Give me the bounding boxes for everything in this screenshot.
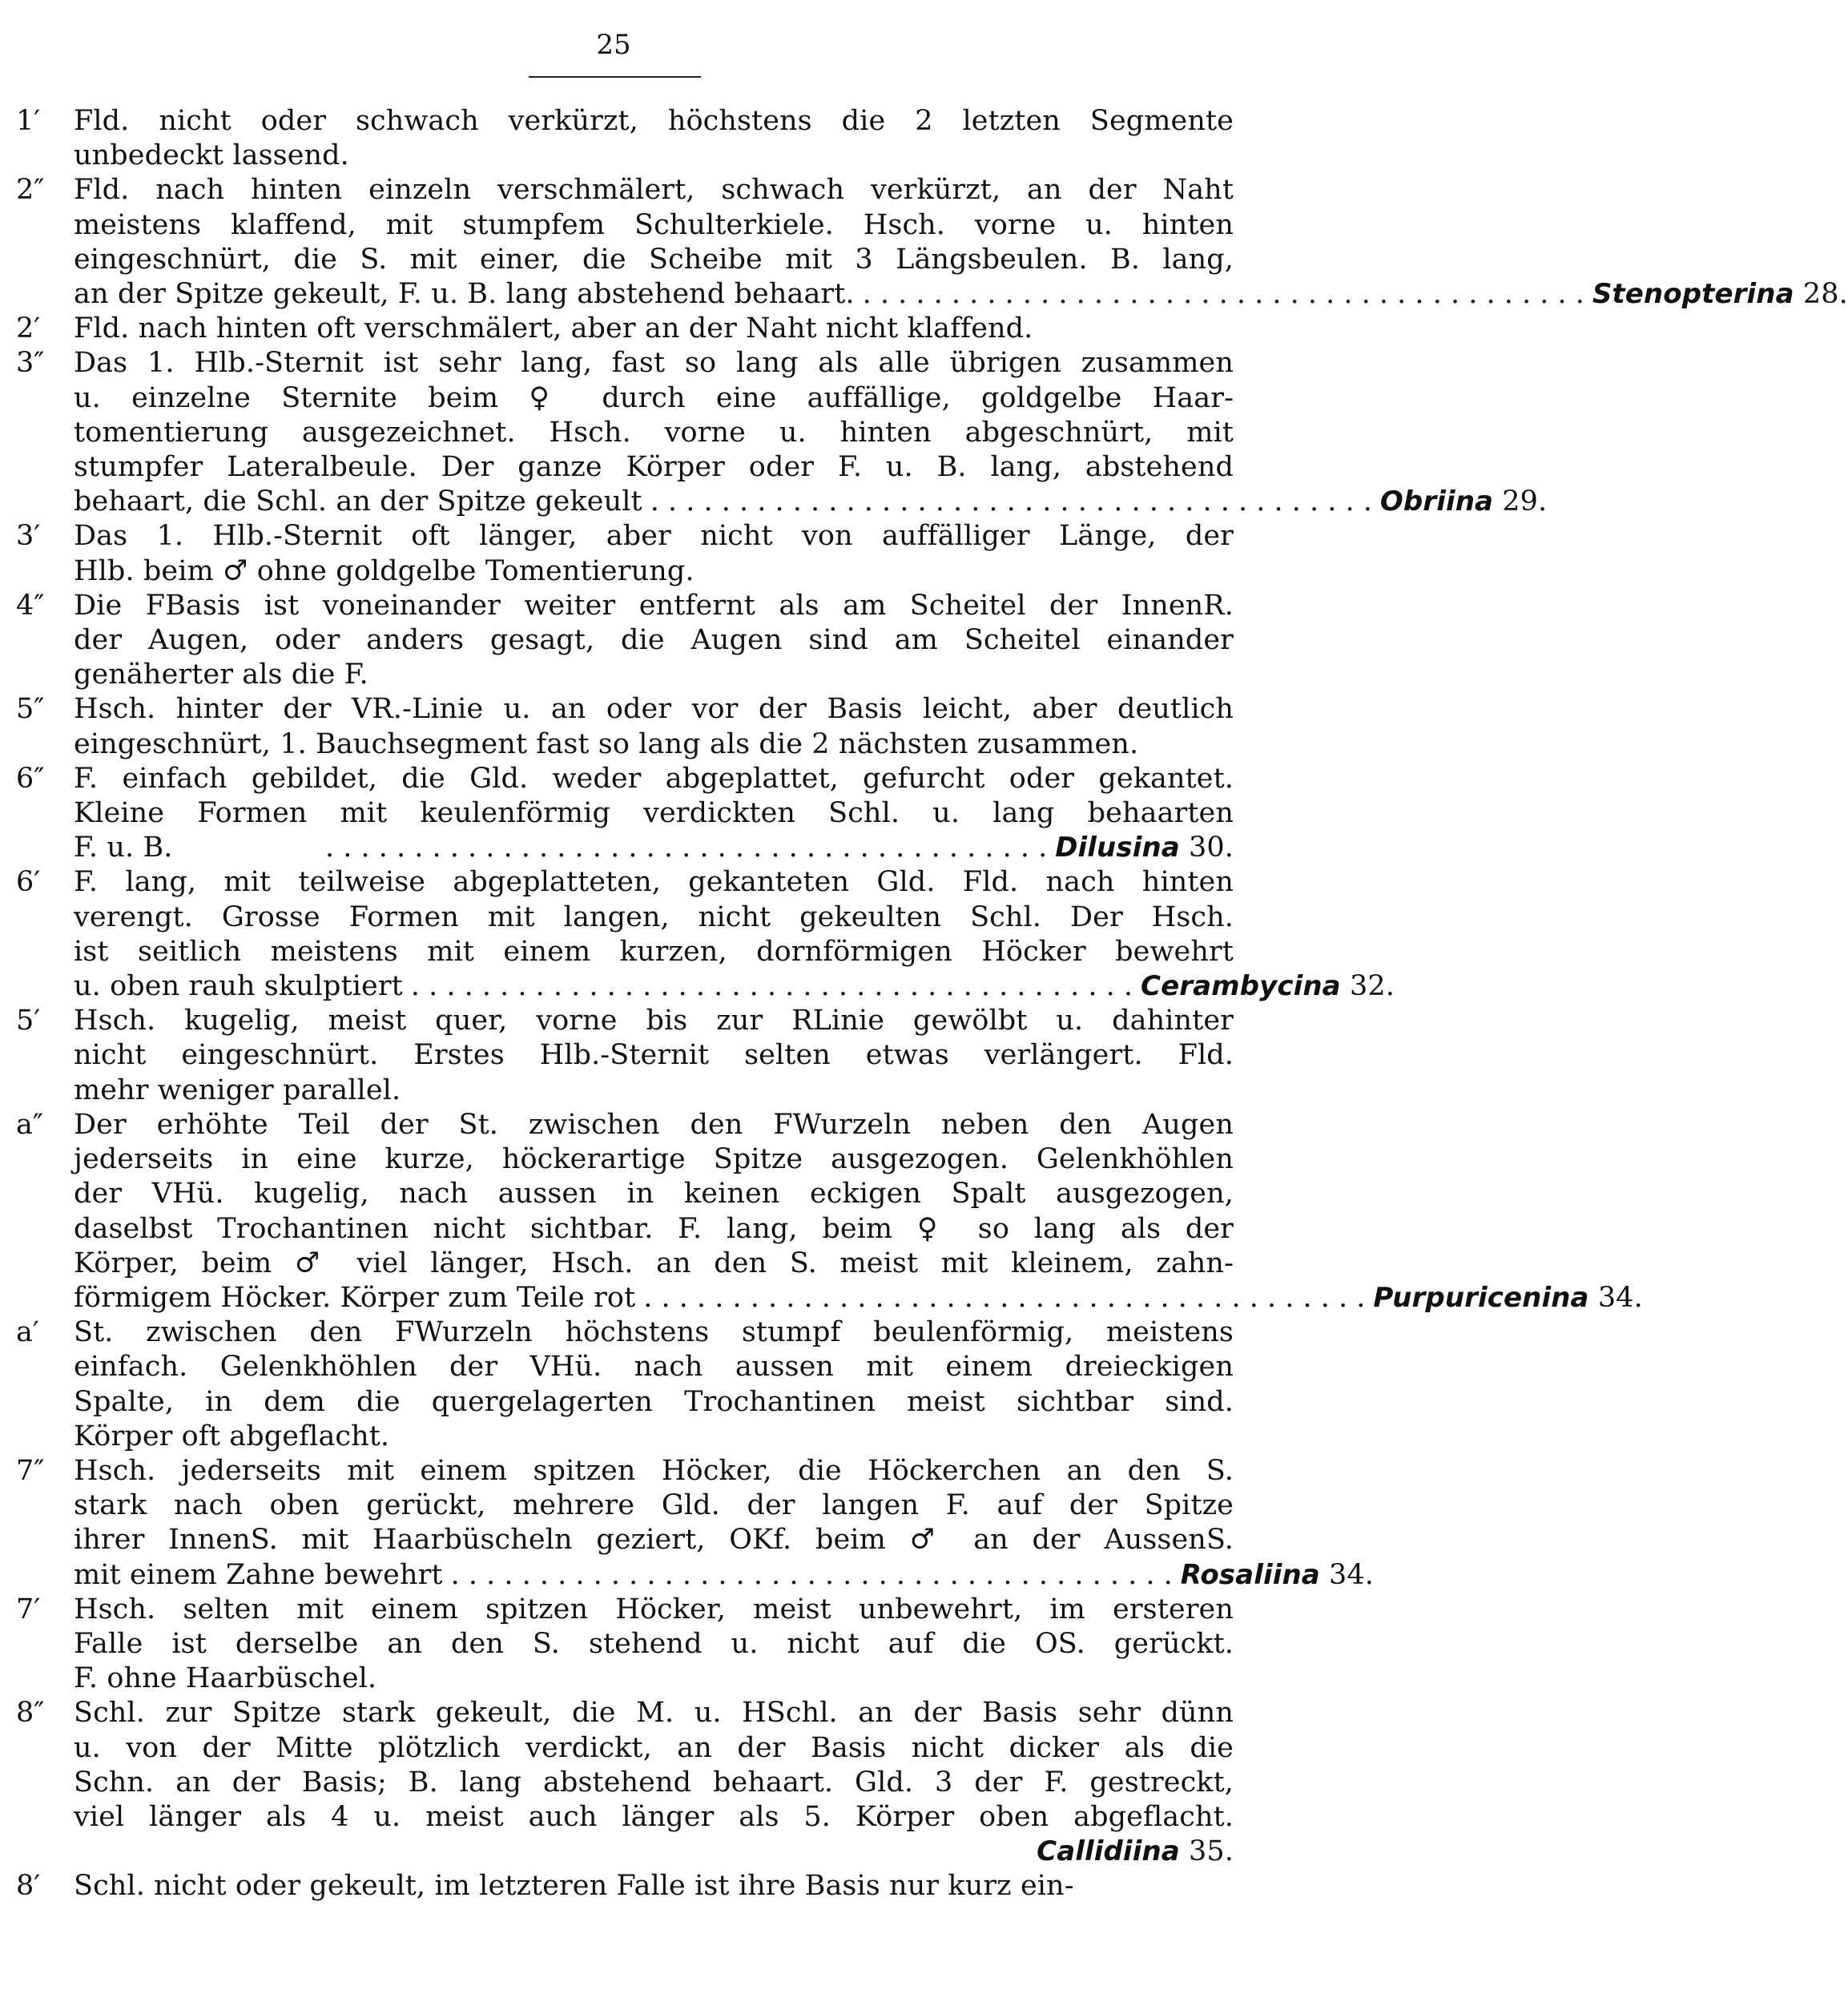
key-line: der Augen, oder anders gesagt, die Augen sind am Scheitel einander — [74, 624, 1234, 657]
key-line: stark nach oben gerückt, mehrere Gld. der langen F. auf der Spitze — [74, 1489, 1234, 1522]
key-line: F. lang, mit teilweise abgeplatteten, gekanteten Gld. Fld. nach hinten — [74, 866, 1234, 899]
key-entry — [16, 104, 1234, 173]
couplet-marker: a″ — [16, 1108, 43, 1141]
couplet-marker: 4″ — [16, 589, 45, 622]
key-line: Schl. zur Spitze stark gekeult, die M. u. HSchl. an der Basis sehr dünn — [74, 1697, 1234, 1730]
key-line: Spalte, in dem die quergelagerten Trochantinen meist sichtbar sind. — [74, 1385, 1234, 1418]
taxon-group — [1380, 485, 1547, 519]
entry-text — [74, 1593, 1234, 1697]
key-entry — [16, 1454, 1375, 1593]
key-line: St. zwischen den FWurzeln höchstens stumpf beulenförmig, meistens — [74, 1316, 1234, 1349]
key-line: ist seitlich meistens mit einem kurzen, dornförmigen Höcker bewehrt — [74, 935, 1234, 968]
key-line: Schn. an der Basis; B. lang abstehend behaart. Gld. 3 der F. gestreckt, — [74, 1766, 1234, 1799]
key-line: Hlb. beim ♂ ohne goldgelbe Tomentierung. — [74, 554, 695, 587]
entry-text — [74, 692, 1234, 761]
key-line: Fld. nach hinten oft verschmälert, aber an der Naht nicht klaffend. — [74, 312, 1033, 345]
key-line: eingeschnürt, 1. Bauchsegment fast so lang als die 2 nächsten zusammen. — [74, 727, 1139, 760]
entry-text — [74, 762, 1234, 866]
entry-text — [74, 104, 1234, 173]
couplet-marker: 7″ — [16, 1454, 45, 1487]
key-line: Das 1. Hlb.-Sternit ist sehr lang, fast so lang als alle übrigen zusammen — [74, 347, 1234, 380]
key-line: viel länger als 4 u. meist auch länger als 5. Körper oben abgeflacht. — [74, 1800, 1234, 1833]
key-line: Kleine Formen mit keulenförmig verdickten Schl. u. lang behaarten — [74, 797, 1234, 830]
header-rule — [529, 76, 701, 78]
key-line: F. einfach gebildet, die Gld. weder abgeplattet, gefurcht oder gekantet. — [74, 762, 1234, 795]
key-line: u. einzelne Sternite beim ♀ durch eine auffällige, goldgelbe Haar- — [74, 381, 1234, 414]
entry-text — [74, 1004, 1234, 1108]
dot-leader: . . . . . . . . . . . . . . . . . . . . . . . . . . . . . . . . . . . . . . . . . — [650, 485, 1372, 518]
taxon-number: 32. — [1349, 970, 1395, 1003]
key-line: Hsch. kugelig, meist quer, vorne bis zur RLinie gewölbt u. dahinter — [74, 1005, 1234, 1037]
dot-leader: . . . . . . . . . . . . . . . . . . . . . . . . . . . . . . . . . . . . . . . . . — [325, 832, 1048, 864]
line-text: F. u. B. — [74, 832, 173, 864]
line-text: an der Spitze gekeult, F. u. B. lang abstehend behaart. — [74, 278, 855, 311]
key-entry — [16, 346, 1548, 519]
couplet-marker: 3″ — [16, 347, 45, 380]
line-text: förmigem Höcker. Körper zum Teile rot — [74, 1281, 636, 1314]
dot-leader: . . . . . . . . . . . . . . . . . . . . . . . . . . . . . . . . . . . . . . . . . — [643, 1281, 1366, 1314]
key-line — [74, 1281, 1643, 1315]
couplet-marker: 2′ — [16, 312, 41, 345]
key-line: unbedeckt lassend. — [74, 139, 349, 172]
key-line: tomentierung ausgezeichnet. Hsch. vorne u. hinten abgeschnürt, mit — [74, 416, 1234, 449]
page-number: 25 — [596, 29, 631, 61]
key-line: Schl. nicht oder gekeult, im letzteren Falle ist ihre Basis nur kurz ein- — [74, 1870, 1074, 1903]
key-line — [74, 277, 1848, 312]
couplet-marker: 6″ — [16, 762, 45, 795]
key-entry — [16, 692, 1234, 761]
key-entry — [16, 173, 1848, 312]
key-entry — [16, 1315, 1234, 1454]
entry-text — [74, 1696, 1234, 1869]
key-entry — [16, 312, 1234, 346]
key-line: der VHü. kugelig, nach aussen in keinen eckigen Spalt ausgezogen, — [74, 1178, 1234, 1210]
taxon-number: 28. — [1802, 278, 1848, 311]
line-text: mit einem Zahne bewehrt — [74, 1558, 443, 1591]
taxon-number: 34. — [1597, 1281, 1643, 1314]
taxon-name: Rosaliina — [1180, 1558, 1320, 1591]
entry-text — [74, 346, 1548, 519]
dot-leader: . . . . . . . . . . . . . . . . . . . . . . . . . . . . . . . . . . . . . . . . . — [862, 278, 1584, 311]
couplet-marker: 3′ — [16, 520, 41, 553]
dot-leader: . . . . . . . . . . . . . . . . . . . . . . . . . . . . . . . . . . . . . . . . . — [450, 1558, 1173, 1591]
couplet-marker: 1′ — [16, 105, 41, 137]
couplet-marker: a′ — [16, 1316, 39, 1349]
taxon-group — [1141, 969, 1395, 1004]
line-text: u. oben rauh skulptiert — [74, 970, 403, 1003]
key-line: Falle ist derselbe an den S. stehend u. nicht auf die OS. gerückt. — [74, 1627, 1234, 1660]
key-line: jederseits in eine kurze, höckerartige Spitze ausgezogen. Gelenkhöhlen — [74, 1143, 1234, 1176]
entry-text — [74, 1108, 1643, 1315]
entry-text — [74, 1454, 1375, 1593]
entry-text — [74, 589, 1234, 693]
key-entry — [16, 1593, 1234, 1697]
key-entry — [16, 1004, 1234, 1108]
taxon-number: 30. — [1189, 832, 1234, 864]
key-entry — [16, 1869, 1234, 1903]
key-entry — [16, 519, 1234, 588]
key-line: einfach. Gelenkhöhlen der VHü. nach aussen mit einem dreieckigen — [74, 1351, 1234, 1384]
couplet-marker: 6′ — [16, 866, 41, 899]
couplet-marker: 5″ — [16, 693, 45, 726]
key-line — [74, 485, 1548, 519]
key-line: F. ohne Haarbüschel. — [74, 1662, 377, 1695]
key-entry — [16, 1696, 1234, 1869]
taxon-name: Purpuricenina — [1373, 1281, 1589, 1314]
taxon-group — [1055, 831, 1234, 865]
key-line: Hsch. selten mit einem spitzen Höcker, meist unbewehrt, im ersteren — [74, 1593, 1234, 1625]
taxon-name: Obriina — [1379, 485, 1494, 518]
taxon-name: Dilusina — [1055, 832, 1180, 864]
key-line: stumpfer Lateralbeule. Der ganze Körper oder F. u. B. lang, abstehend — [74, 451, 1234, 484]
key-line: genäherter als die F. — [74, 659, 368, 691]
entry-text — [74, 312, 1234, 346]
identification-key — [16, 104, 1848, 1904]
key-line: Die FBasis ist voneinander weiter entfernt als am Scheitel der InnenR. — [74, 589, 1234, 622]
key-line: Körper oft abgeflacht. — [74, 1420, 390, 1452]
taxon-number: 35. — [1189, 1835, 1234, 1868]
entry-text — [74, 865, 1395, 1004]
entry-text — [74, 173, 1848, 312]
key-line: Hsch. hinter der VR.-Linie u. an oder vor der Basis leicht, aber deutlich — [74, 693, 1234, 726]
taxon-name: Cerambycina — [1141, 970, 1341, 1003]
key-line: eingeschnürt, die S. mit einer, die Scheibe mit 3 Längsbeulen. B. lang, — [74, 243, 1234, 276]
entry-text — [74, 1869, 1234, 1903]
couplet-marker: 2″ — [16, 174, 45, 207]
key-line: Der erhöhte Teil der St. zwischen den FWurzeln neben den Augen — [74, 1108, 1234, 1141]
taxon-group — [1181, 1558, 1374, 1593]
couplet-marker: 8″ — [16, 1697, 45, 1730]
key-line: daselbst Trochantinen nicht sichtbar. F. lang, beim ♀ so lang als der — [74, 1212, 1234, 1245]
couplet-marker: 7′ — [16, 1593, 41, 1625]
dot-leader: . . . . . . . . . . . . . . . . . . . . . . . . . . . . . . . . . . . . . . . . . — [410, 970, 1133, 1003]
key-entry — [16, 762, 1234, 866]
key-line: mehr weniger parallel. — [74, 1074, 401, 1106]
key-line: Fld. nach hinten einzeln verschmälert, schwach verkürzt, an der Naht — [74, 174, 1234, 207]
taxon-line — [74, 1835, 1234, 1869]
taxon-group — [1373, 1281, 1642, 1315]
key-line — [74, 1558, 1375, 1593]
key-line: Körper, beim ♂ viel länger, Hsch. an den S. meist mit kleinem, zahn- — [74, 1247, 1234, 1279]
key-line: u. von der Mitte plötzlich verdickt, an der Basis nicht dicker als die — [74, 1731, 1234, 1764]
entry-text — [74, 1315, 1234, 1454]
couplet-marker: 8′ — [16, 1870, 41, 1903]
taxon-number: 29. — [1502, 485, 1548, 518]
line-text: behaart, die Schl. an der Spitze gekeult — [74, 485, 642, 518]
key-line — [74, 831, 1234, 865]
key-line: Das 1. Hlb.-Sternit oft länger, aber nicht von auffälliger Länge, der — [74, 520, 1234, 553]
key-line: nicht eingeschnürt. Erstes Hlb.-Sternit selten etwas verlängert. Fld. — [74, 1039, 1234, 1072]
key-line: ihrer InnenS. mit Haarbüscheln geziert, OKf. beim ♂ an der AussenS. — [74, 1524, 1234, 1557]
key-entry — [16, 589, 1234, 693]
entry-text — [74, 519, 1234, 588]
taxon-group — [1592, 277, 1848, 312]
key-entry — [16, 1108, 1643, 1315]
couplet-marker: 5′ — [16, 1005, 41, 1037]
taxon-name: Callidiina — [1037, 1835, 1180, 1868]
key-line: Hsch. jederseits mit einem spitzen Höcker, die Höckerchen an den S. — [74, 1454, 1234, 1487]
key-line: meistens klaffend, mit stumpfem Schulterkiele. Hsch. vorne u. hinten — [74, 208, 1234, 241]
key-entry — [16, 865, 1395, 1004]
taxon-number: 34. — [1329, 1558, 1375, 1591]
key-line — [74, 969, 1395, 1004]
key-line: verengt. Grosse Formen mit langen, nicht gekeulten Schl. Der Hsch. — [74, 900, 1234, 933]
taxon-name: Stenopterina — [1592, 278, 1794, 311]
key-line: Fld. nicht oder schwach verkürzt, höchstens die 2 letzten Segmente — [74, 105, 1234, 137]
